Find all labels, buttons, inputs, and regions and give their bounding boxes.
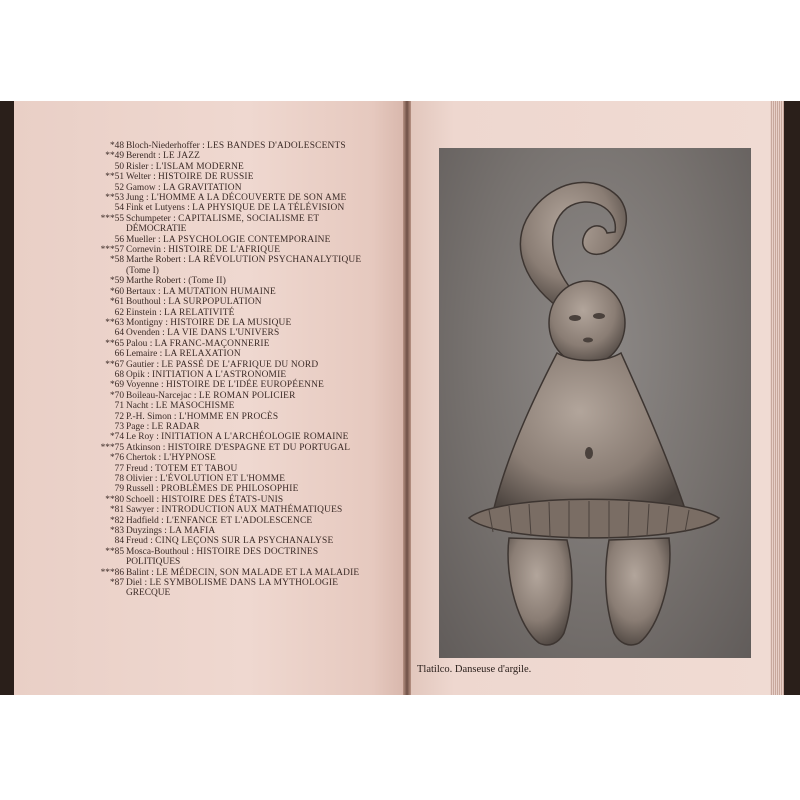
book-author: Freud : [126,536,153,547]
book-author: Diel : [126,578,148,589]
book-author: Cornevin : [126,245,166,256]
book-author: Russell : [126,484,159,495]
page-edges [770,101,784,695]
book-number: *48 [109,141,124,151]
book-title: INITIATION A L'ASTRONOMIE [152,369,287,380]
book-list-item [86,203,406,213]
book-number: 71 [114,401,124,412]
book-title-continuation: GRECQUE [126,588,171,599]
book-number: ***75 [100,442,124,453]
book-title: L'ÉVOLUTION ET L'HOMME [159,474,286,484]
book-number: 68 [114,369,124,380]
book-list-item [86,193,406,203]
book-title: LE RADAR [151,421,200,432]
book-number: *70 [109,390,124,401]
book-author: Berendt : [126,151,161,162]
figurine-eye-left [569,315,581,321]
book-author: Fink et Lutyens : [126,203,190,214]
left-page [14,101,403,695]
book-list-item [86,255,406,276]
book-list-item [86,432,406,442]
book-author: Balint : [126,567,154,578]
book-title: HISTOIRE D'ESPAGNE ET DU PORTUGAL [167,442,351,453]
book-title: INITIATION A L'ARCHÉOLOGIE ROMAINE [161,432,349,443]
book-number: **80 [105,494,124,505]
book-author: Bloch-Niederhoffer : [126,141,205,151]
book-list-item [86,214,406,235]
book-list-item [86,287,406,297]
book-title: LA RELAXATION [164,349,241,360]
book-title: LE JAZZ [162,151,201,162]
book-number: *74 [109,432,124,443]
book-list-item [86,141,406,151]
book-author: Marthe Robert : [126,255,186,266]
book-title: TOTEM ET TABOU [155,463,238,474]
book-list-item [86,505,406,515]
book-list-item [86,328,406,338]
book-number: *83 [109,526,124,537]
book-number: *59 [109,276,124,287]
book-list-item [86,318,406,328]
book-list-item [86,235,406,245]
book-author: Gamow : [126,182,161,193]
book-list-item [86,464,406,474]
book-list-item [86,516,406,526]
book-title: LA PHYSIQUE DE LA TÉLÉVISION [192,203,345,214]
book-list-item [86,484,406,494]
book-author: Voyenne : [126,380,164,391]
book-author: P.-H. Simon : [126,411,177,422]
book-number: 54 [114,203,124,214]
book-author: Sawyer : [126,505,160,516]
book-title: L'HOMME EN PROCÈS [178,411,279,422]
book-author: Opik : [126,369,150,380]
book-title: HISTOIRE DE RUSSIE [158,172,254,183]
book-title-continuation: (Tome I) [126,265,159,276]
figurine-navel [585,447,593,459]
book-title: LA PSYCHOLOGIE CONTEMPORAINE [162,234,331,245]
book-title: LE MASOCHISME [155,401,235,412]
book-author: Mueller : [126,234,161,245]
book-number: **63 [105,317,124,328]
book-number: **85 [105,546,124,557]
book-number: *82 [109,515,124,526]
figurine-torso [494,353,684,520]
book-title: LE MÉDECIN, SON MALADE ET LA MALADIE [156,567,360,578]
book-number: 64 [114,328,124,339]
book-title: CAPITALISME, SOCIALISME ET [178,213,320,224]
book-author: Bertaux : [126,286,161,297]
book-number: 56 [114,234,124,245]
book-title: (Tome II) [188,276,227,287]
book-list-item [86,568,406,578]
book-list-item [86,547,406,568]
book-number: **53 [105,193,124,204]
book-spine [403,101,411,695]
figurine-leg-right [606,538,670,645]
book-title: LA SURPOPULATION [168,297,262,308]
book-title: L'HOMME A LA DÉCOUVERTE DE SON AME [151,193,347,204]
book-title-list [86,141,406,599]
book-author: Page : [126,421,150,432]
book-author: Mosca-Bouthoul : [126,546,194,557]
book-author: Atkinson : [126,442,166,453]
book-list-item [86,443,406,453]
book-title: LE ROMAN POLICIER [198,390,296,401]
book-list-item [86,151,406,161]
book-number: 79 [114,484,124,495]
book-author: Le Roy : [126,432,159,443]
book-list-item [86,308,406,318]
book-title: HISTOIRE DE L'AFRIQUE [168,245,281,256]
book-title: LA FRANC-MAÇONNERIE [154,338,270,349]
book-list-item [86,339,406,349]
book-list-item [86,360,406,370]
book-title: LE PASSÉ DE L'AFRIQUE DU NORD [161,359,319,370]
book-number: 84 [114,536,124,547]
book-title: L'HYPNOSE [163,453,216,464]
book-author: Welter : [126,172,156,183]
book-list-item [86,453,406,463]
book-list-item [86,183,406,193]
book-list-item [86,495,406,505]
book-list-item [86,526,406,536]
book-number: **49 [105,151,124,162]
book-author: Freud : [126,463,153,474]
book-list-item [86,578,406,599]
book-title: LA GRAVITATION [162,182,242,193]
book-number: ***55 [100,213,124,224]
clay-figurine-illustration [439,148,751,658]
book-number: *61 [109,297,124,308]
book-title: CINQ LEÇONS SUR LA PSYCHANALYSE [155,536,334,547]
book-number: 73 [114,421,124,432]
open-book [0,101,800,695]
book-number: *69 [109,380,124,391]
book-title: LA MUTATION HUMAINE [162,286,276,297]
book-number: 66 [114,349,124,360]
book-title: LA RELATIVITÉ [164,307,235,318]
book-number: *81 [109,505,124,516]
book-list-item [86,380,406,390]
book-author: Duyzings : [126,526,167,537]
book-list-item [86,172,406,182]
book-author: Schoell : [126,494,160,505]
book-author: Einstein : [126,307,162,318]
book-title: HISTOIRE DES DOCTRINES [196,546,319,557]
figurine-head [549,281,625,365]
book-number: *60 [109,286,124,297]
book-author: Gautier : [126,359,160,370]
book-list-item [86,412,406,422]
photo-caption: Tlatilco. Danseuse d'argile. [417,664,532,675]
book-number: 72 [114,411,124,422]
book-title: LA RÉVOLUTION PSYCHANALYTIQUE [188,255,362,266]
book-list-item [86,370,406,380]
book-number: *87 [109,578,124,589]
figurine-eye-right [593,313,605,319]
book-list-item [86,276,406,286]
book-list-item [86,474,406,484]
book-number: ***86 [100,567,124,578]
figurine-mouth [583,338,593,343]
book-number: 50 [114,161,124,172]
book-title: L'ENFANCE ET L'ADOLESCENCE [166,515,313,526]
figurine-photo [439,148,751,658]
book-title: LE SYMBOLISME DANS LA MYTHOLOGIE [149,578,339,589]
book-author: Boileau-Narcejac : [126,390,197,401]
book-list-item [86,162,406,172]
book-author: Montigny : [126,317,168,328]
book-title: HISTOIRE DE LA MUSIQUE [170,317,292,328]
book-author: Hadfield : [126,515,164,526]
book-number: **67 [105,359,124,370]
book-author: Olivier : [126,474,158,484]
book-number: 52 [114,182,124,193]
book-author: Marthe Robert : [126,276,186,287]
book-title: PROBLÈMES DE PHILOSOPHIE [160,484,299,495]
right-page [411,101,770,695]
book-list-item [86,391,406,401]
book-number: *58 [109,255,124,266]
book-number: **51 [105,172,124,183]
book-number: **65 [105,338,124,349]
book-number: 62 [114,307,124,318]
book-list-item [86,422,406,432]
book-author: Risler : [126,161,154,172]
book-title: LES BANDES D'ADOLESCENTS [207,141,346,151]
book-title-continuation: POLITIQUES [126,557,181,568]
book-list-item [86,536,406,546]
book-list-item [86,245,406,255]
book-title-continuation: DÉMOCRATIE [126,224,187,235]
book-title: INTRODUCTION AUX MATHÉMATIQUES [161,505,343,516]
book-title: LA VIE DANS L'UNIVERS [167,328,280,339]
book-title: L'ISLAM MODERNE [155,161,244,172]
book-list-item [86,297,406,307]
book-author: Ovenden : [126,328,165,339]
book-number: 78 [114,474,124,484]
book-list-item [86,401,406,411]
book-author: Nacht : [126,401,154,412]
book-title: HISTOIRE DE L'IDÉE EUROPÉENNE [165,380,325,391]
book-number: *76 [109,453,124,464]
book-author: Jung : [126,193,149,204]
book-author: Lemaire : [126,349,163,360]
book-author: Bouthoul : [126,297,166,308]
book-author: Chertok : [126,453,162,464]
figurine-leg-left [508,538,572,645]
book-author: Schumpeter : [126,213,176,224]
book-number: ***57 [100,245,124,256]
book-list-item [86,349,406,359]
book-title: HISTOIRE DES ÉTATS-UNIS [161,494,284,505]
book-title: LA MAFIA [169,526,216,537]
book-number: 77 [114,463,124,474]
book-author: Palou : [126,338,153,349]
